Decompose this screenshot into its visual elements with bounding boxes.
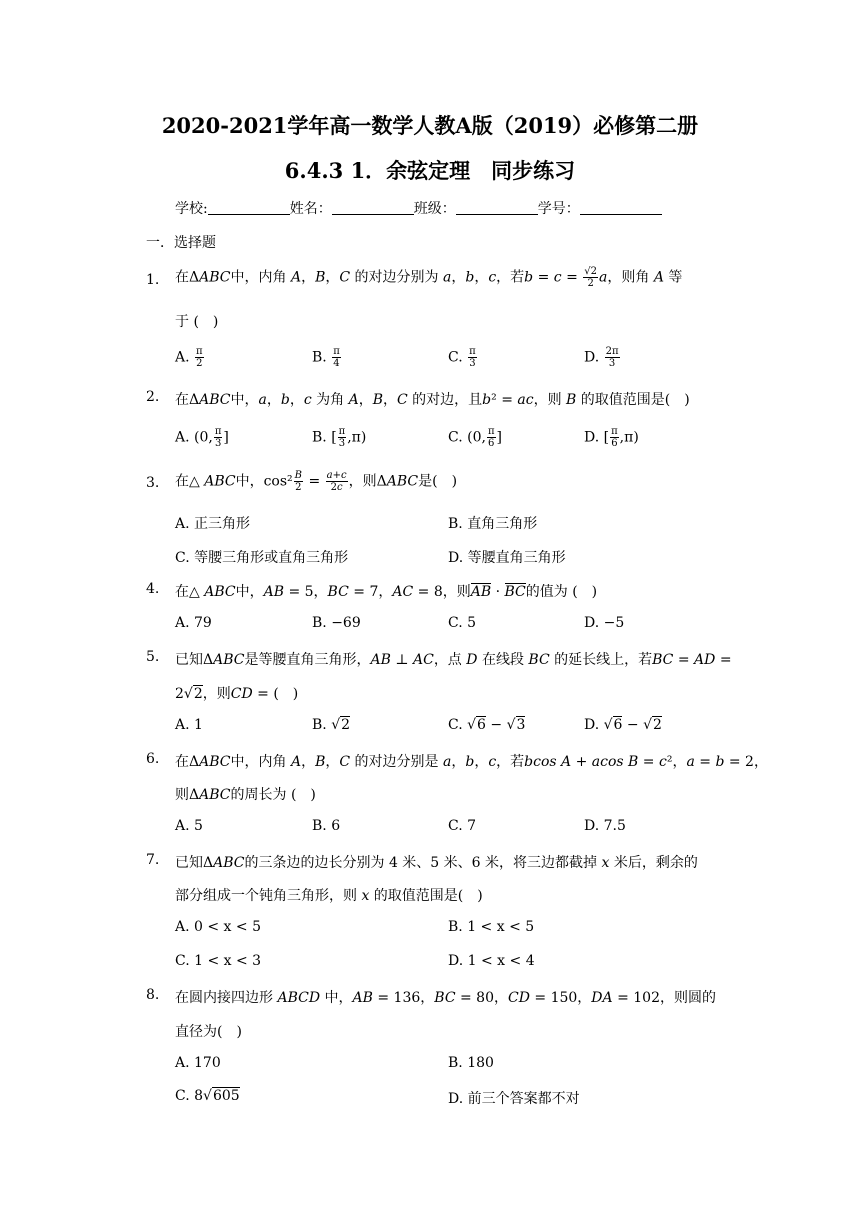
question-text: 在ΔABC中，内角 A，B，C 的对边分别是 a，b，c，若bcos A + acos B = c²，a = b = 2， [175, 754, 768, 770]
option-b: B. −69 [312, 615, 361, 631]
class-blank [456, 200, 538, 215]
question-text: 在圆内接四边形 ABCD 中，AB = 136，BC = 80，CD = 150，DA = 102，则圆的 [175, 990, 716, 1006]
option-c: C. $\frac{\pi}{3}$ [448, 346, 476, 369]
section-heading: 一．选择题 [146, 235, 216, 251]
option-c: C. √6 − √3 [448, 717, 526, 733]
option-a: A. $\frac{\pi}{2}$ [175, 346, 203, 369]
question-text-cont: 于 ( ) [175, 314, 219, 330]
name-label: 姓名： [289, 201, 332, 217]
question-text: 已知ΔABC的三条边的边长分别为 4 米、5 米、6 米，将三边都截掉 x 米后，剩余的 [175, 855, 698, 871]
option-d: D. 1 < x < 4 [448, 953, 535, 969]
question-text: 在△ ABC中，AB = 5，BC = 7，AC = 8，则AB · BC的值为 ( ) [175, 584, 598, 600]
option-a: A. (0, $\frac{\pi}{3}$ ] [175, 426, 229, 449]
option-b: B. 6 [312, 818, 341, 834]
school-blank [208, 200, 290, 215]
question-number: 3. [146, 475, 160, 491]
option-b: B. [ $\frac{\pi}{3}$ ,π) [312, 426, 367, 449]
question-number: 8. [146, 987, 160, 1003]
option-a: A. 79 [175, 615, 212, 631]
question-text: 在ΔABC中，a，b，c 为角 A，B，C 的对边，且b² = ac，则 B 的取值范围是( ) [175, 392, 690, 408]
question-number: 2. [146, 389, 160, 405]
id-blank [580, 200, 662, 215]
option-c: C. 1 < x < 3 [175, 953, 262, 969]
question-text-cont: 则ΔABC的周长为 ( ) [175, 787, 316, 803]
option-b: B. $\frac{\pi}{4}$ [312, 346, 340, 369]
question-number: 7. [146, 852, 160, 868]
option-c: C. 7 [448, 818, 477, 834]
option-d: D. −5 [584, 615, 625, 631]
option-a: A. 5 [175, 818, 203, 834]
option-b: B. √2 [312, 717, 351, 733]
school-label: 学校: [175, 201, 208, 217]
question-text: 在△ ABC中，cos² $\frac{B}{2}$ = $\frac{a+c}{2c}$ ，则ΔABC是( ) [175, 470, 458, 493]
student-info-line [175, 198, 662, 218]
question-text: 在ΔABC中，内角 A，B，C 的对边分别为 a，b，c，若b = c = $\frac{√2}{2}$ a，则角 A 等 [175, 266, 683, 289]
document-subtitle: 6.4.3 1．余弦定理 同步练习 [284, 158, 576, 183]
question-number: 4. [146, 581, 160, 597]
id-label: 学号： [537, 201, 580, 217]
option-a: A. 正三角形 [175, 516, 251, 532]
option-a: A. 0 < x < 5 [175, 919, 261, 935]
name-blank [332, 200, 414, 215]
question-number: 1. [146, 272, 160, 288]
option-c: C. 5 [448, 615, 477, 631]
question-text-cont: 2√2，则CD = ( ) [175, 686, 299, 702]
option-d: D. [ $\frac{\pi}{6}$ ,π) [584, 426, 639, 449]
question-number: 5. [146, 649, 160, 665]
option-b: B. 直角三角形 [448, 516, 538, 532]
question-text-cont: 直径为( ) [175, 1024, 242, 1040]
option-d: D. √6 − √2 [584, 717, 662, 733]
question-text: 已知ΔABC是等腰直角三角形，AB ⊥ AC，点 D 在线段 BC 的延长线上，若BC = AD = [175, 652, 732, 668]
class-label: 班级： [413, 201, 456, 217]
option-d: D. 前三个答案都不对 [448, 1091, 580, 1107]
option-c: C. 等腰三角形或直角三角形 [175, 550, 349, 566]
option-d: D. 等腰直角三角形 [448, 550, 566, 566]
option-d: D. $\frac{2\pi}{3}$ [584, 346, 619, 369]
question-text-cont: 部分组成一个钝角三角形，则 x 的取值范围是( ) [175, 888, 483, 904]
option-b: B. 180 [448, 1055, 494, 1071]
option-c: C. (0, $\frac{\pi}{6}$ ] [448, 426, 502, 449]
option-a: A. 170 [175, 1055, 221, 1071]
option-a: A. 1 [175, 717, 203, 733]
option-b: B. 1 < x < 5 [448, 919, 535, 935]
document-title: 2020-2021学年高一数学人教A版（2019）必修第二册 [161, 113, 699, 138]
option-d: D. 7.5 [584, 818, 626, 834]
option-c: C. 8√605 [175, 1088, 240, 1104]
question-number: 6. [146, 751, 160, 767]
